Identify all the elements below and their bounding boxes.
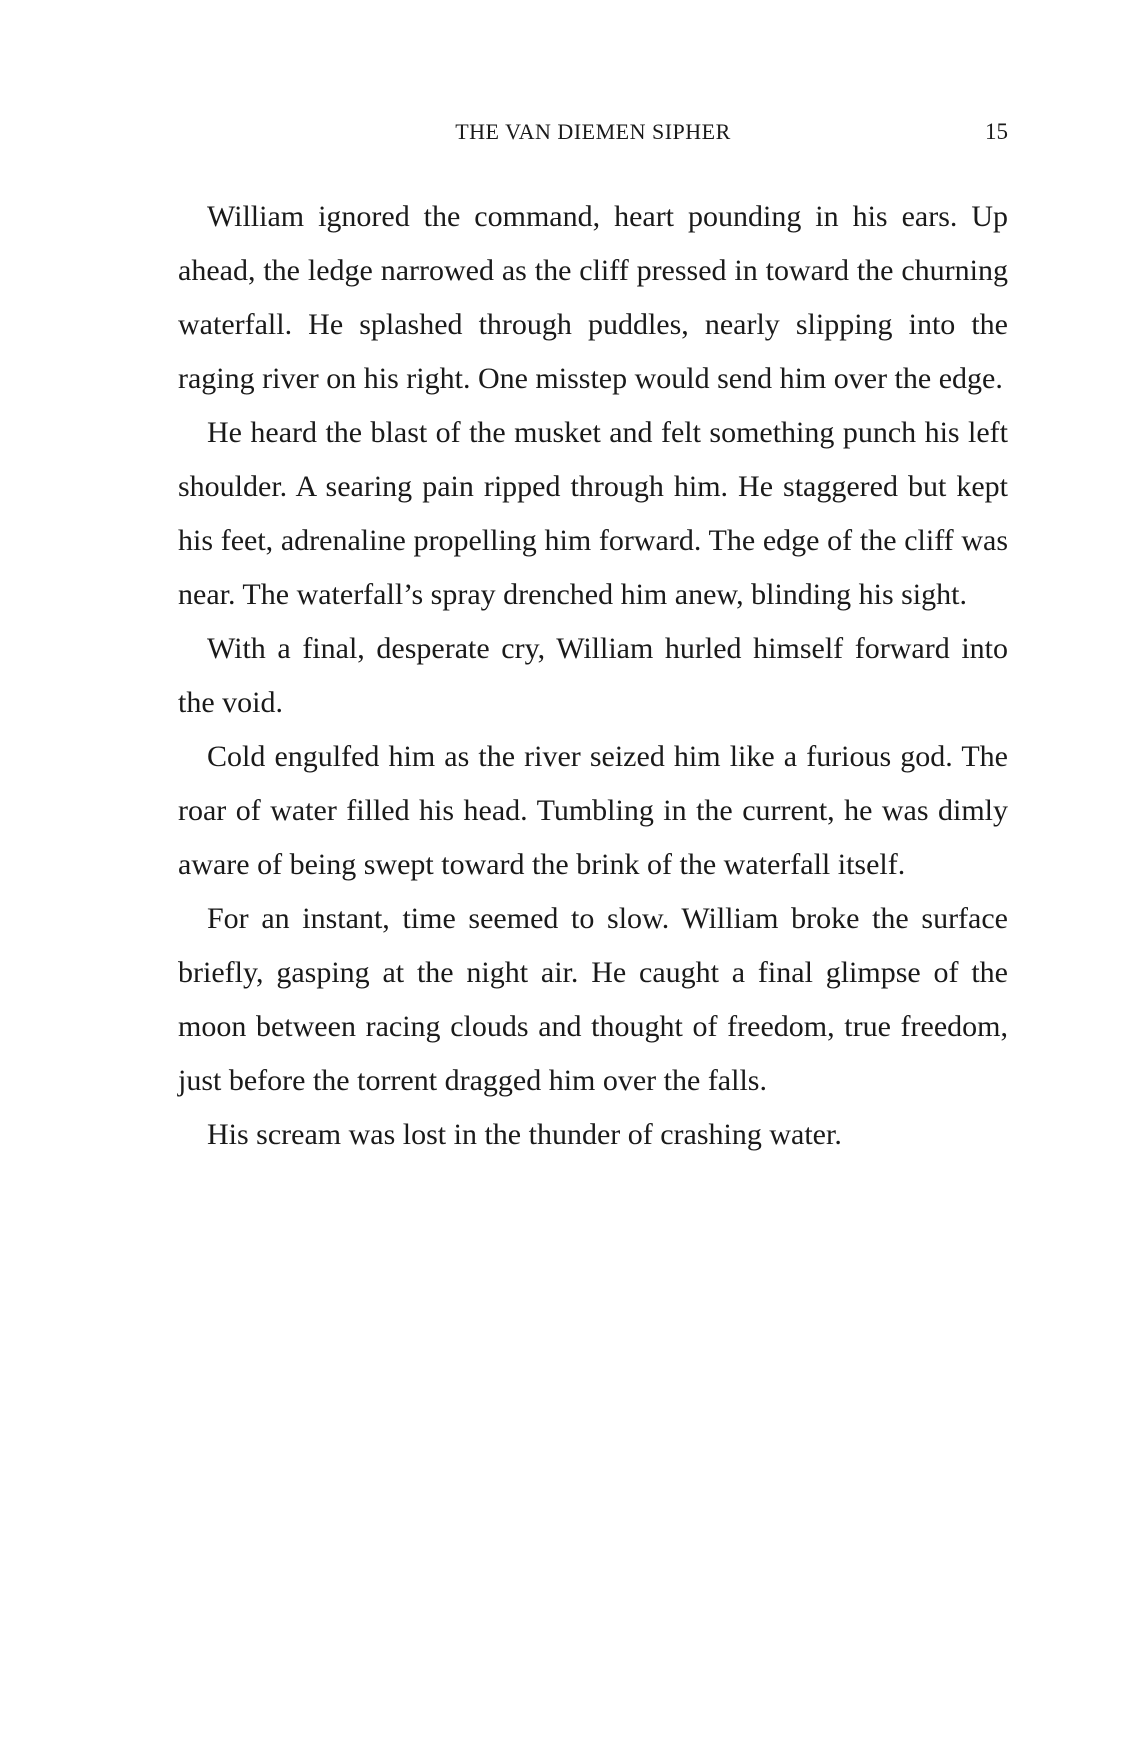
body-text: [178, 190, 1008, 1162]
paragraph: He heard the blast of the musket and felt something punch his left shoulder. A searing pain ripped through him. He staggered but kept his feet, adrenaline propelling him forward. The edge of the cliff was near. The waterfall’s spray drenched him anew, blinding his sight.: [178, 416, 1008, 611]
paragraph: William ignored the command, heart pounding in his ears. Up ahead, the ledge narrowed as the cliff pressed in toward the churning waterfall. He splashed through puddles, nearly slipping into the raging river on his right. One misstep would send him over the edge.: [178, 200, 1008, 395]
running-title: THE VAN DIEMEN SIPHER: [455, 119, 731, 144]
paragraph: For an instant, time seemed to slow. William broke the surface briefly, gasping at the night air. He caught a final glimpse of the moon between racing clouds and thought of freedom, true freedom, just before the torrent dragged him over the falls.: [178, 902, 1008, 1097]
paragraph: His scream was lost in the thunder of crashing water.: [207, 1118, 842, 1151]
paragraph: With a final, desperate cry, William hurled himself forward into the void.: [178, 632, 1008, 719]
page-number: 15: [985, 119, 1008, 144]
paragraph: Cold engulfed him as the river seized him like a furious god. The roar of water filled his head. Tumbling in the current, he was dimly aware of being swept toward the brink of the waterfall itself.: [178, 740, 1008, 881]
running-head: [178, 112, 1008, 152]
